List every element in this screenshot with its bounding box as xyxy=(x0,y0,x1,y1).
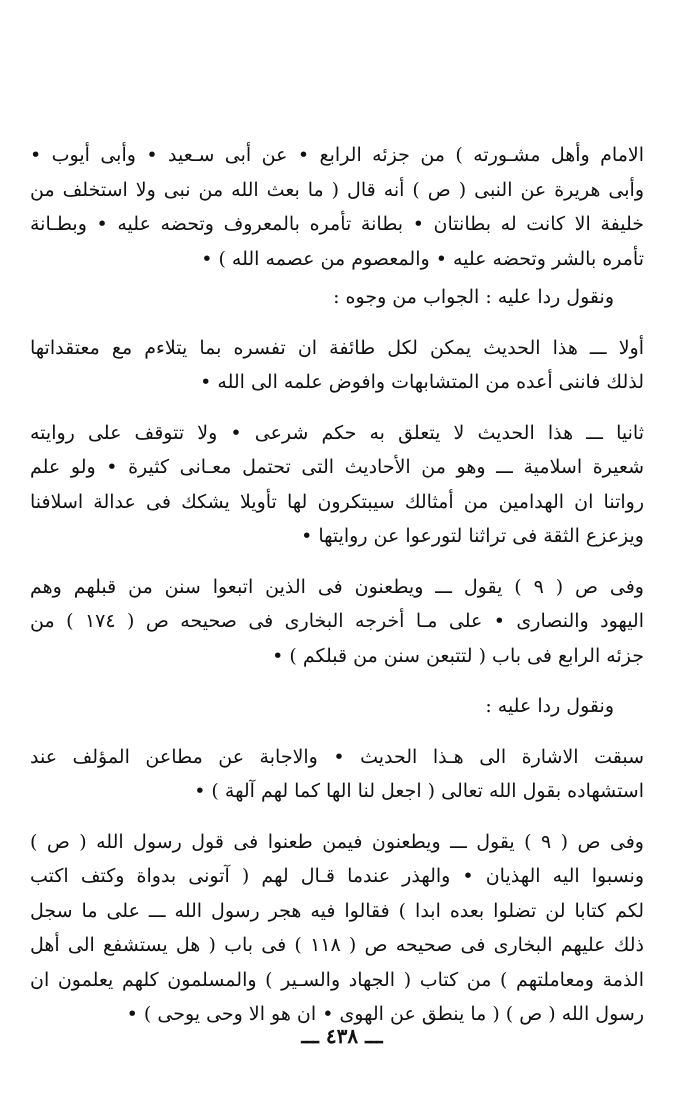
paragraph-reply-heading xyxy=(30,280,644,315)
text-line: ونسبوا اليه الهذيان • والهذر عندما قـال لهم ( آتونى بدواة وكتف اكتب xyxy=(30,865,644,887)
text-line: خليفة الا كانت له بطانتان • بطانة تأمره بالمعروف وتحضه عليه • وبطـانة xyxy=(30,213,644,235)
text-line: رواتنا ان الهدامين من أمثالك سيبتكرون لها تأويلا يشكك فى عدالة اسلافنا xyxy=(30,490,644,513)
text-line: سبقت الاشارة الى هـذا الحديث • والاجابة عن مطاعن المؤلف عند xyxy=(30,745,644,768)
paragraph-hadith-bitana xyxy=(30,138,644,276)
text-line: الامام وأهل مشـورته ) من جزئه الرابع • عن أبى سـعيد • وأبى أيوب • xyxy=(30,144,644,166)
paragraph-page-9-jews xyxy=(30,570,644,674)
paragraph-gap xyxy=(30,400,644,416)
text-line: استشهاده بقول الله تعالى ( اجعل لنا الها كما لهم آلهة ) • xyxy=(194,780,644,802)
text-line: ويزعزع الثقة فى تراثنا لتورعوا عن روايتها • xyxy=(301,525,644,547)
paragraph-first-point xyxy=(30,331,644,400)
text-line: الذمة ومعاملتهم ) من كتاب ( الجهاد والسـير ) والمسلمون كلهم يعلمون ان xyxy=(30,968,644,991)
paragraph-reply-heading-2 xyxy=(30,689,644,724)
text-line: أولا ـــ هذا الحديث يمكن لكل طائفة ان تفسره بما يتلاءم مع معتقداتها xyxy=(30,336,644,359)
paragraph-second-point xyxy=(30,416,644,554)
text-line: ونقول ردا عليه : الجواب من وجوه : xyxy=(333,286,614,308)
text-line: لذلك فاننى أعده من المتشابهات وافوض علمه الى الله • xyxy=(200,371,644,393)
paragraph-gap xyxy=(30,724,644,740)
paragraph-gap xyxy=(30,673,644,689)
text-line: رسول الله ( ص ) ( ما ينطق عن الهوى • ان هو الا وحى يوحى ) • xyxy=(126,1003,644,1025)
paragraph-gap xyxy=(30,315,644,331)
paragraph-gap xyxy=(30,554,644,570)
text-line: لكم كتابا لن تضلوا بعده ابدا ) فقالوا فيه هجر رسول الله ـــ على ما سجل xyxy=(30,899,644,922)
text-line: تأمره بالشر وتحضه عليه • والمعصوم من عصمه الله ) • xyxy=(201,247,644,270)
text-line: جزئه الرابع فى باب ( لتتبعن سنن من قبلكم ) • xyxy=(272,644,644,667)
paragraph-previous-reference xyxy=(30,740,644,809)
text-line: ونقول ردا عليه : xyxy=(485,695,614,717)
text-line: وفى ص ( ٩ ) يقول ـــ ويطعنون فيمن طعنوا فى قول رسول الله ( ص ) xyxy=(30,830,644,853)
text-line: شعيرة اسلامية ـــ وهو من الأحاديث التى تحتمل معـانى كثيرة • ولو علم xyxy=(30,456,644,478)
paragraph-page-9-prophet xyxy=(30,825,644,1032)
document-page xyxy=(30,138,644,1078)
paragraph-gap xyxy=(30,809,644,825)
text-line: اليهود والنصارى • على مـا أخرجه البخارى فى صحيحه ص ( ١٧٤ ) من xyxy=(30,610,644,632)
text-line: ذلك عليهم البخارى فى صحيحه ص ( ١١٨ ) فى باب ( هل يستشفع الى أهل xyxy=(30,934,644,956)
page-number: ـــ ٤٣٨ ـــ xyxy=(301,1024,383,1048)
text-line: ثانيا ـــ هذا الحديث لا يتعلق به حكم شرعى • ولا تتوقف على روايته xyxy=(30,421,644,444)
text-line: وفى ص ( ٩ ) يقول ـــ ويطعنون فى الذين اتبعوا سنن من قبلهم وهم xyxy=(30,575,644,598)
text-line: وأبى هريرة عن النبى ( ص ) أنه قال ( ما بعث الله من نبى ولا استخلف من xyxy=(30,178,644,201)
